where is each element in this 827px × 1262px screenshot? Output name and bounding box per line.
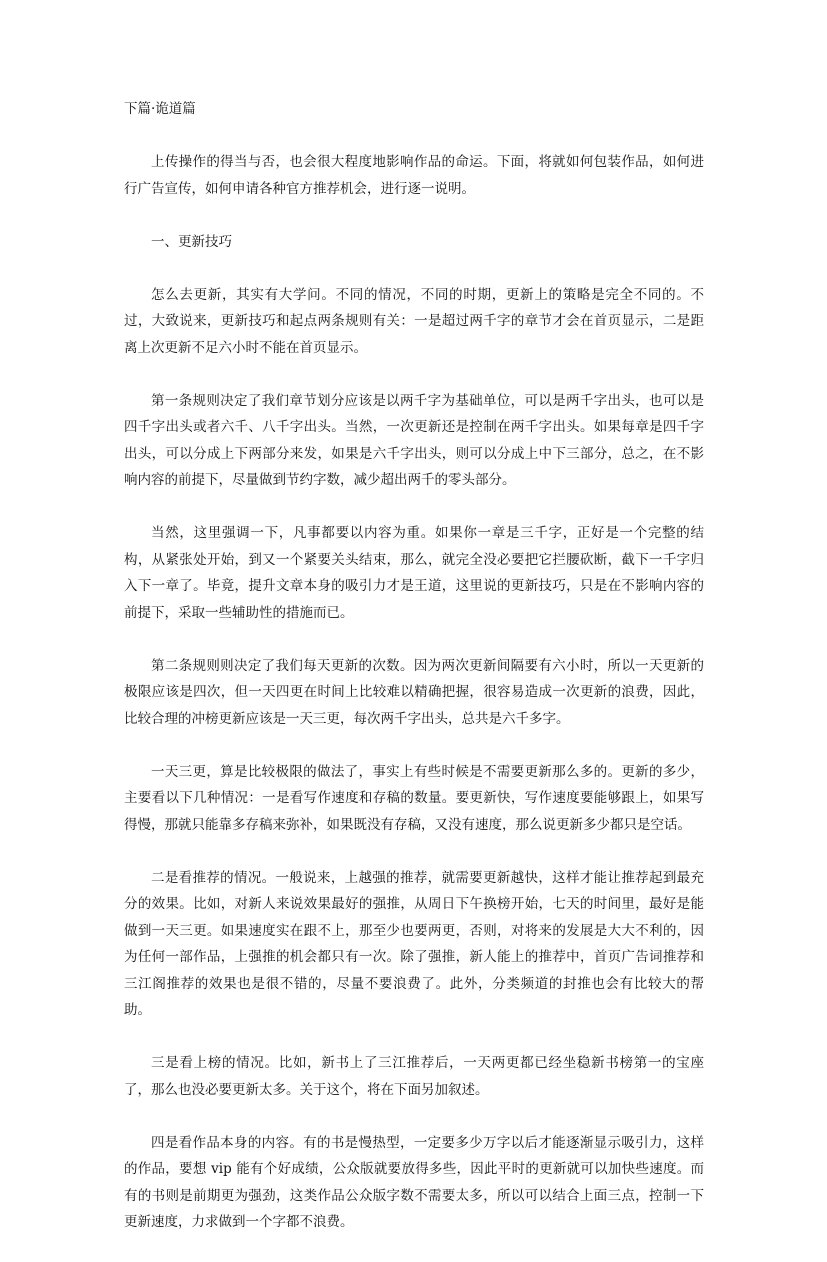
intro-paragraph: 上传操作的得当与否，也会很大程度地影响作品的命运。下面，将就如何包装作品，如何进行广告宣传，如何申请各种官方推荐机会，进行逐一说明。 xyxy=(124,154,704,197)
body-paragraph: 当然，这里强调一下，凡事都要以内容为重。如果你一章是三千字，正好是一个完整的结构，从紧张处开始，到又一个紧要关头结束，那么，就完全没必要把它拦腰砍断，截下一千字归入下一章了。毕竟，提升文章本身的吸引力才是王道，这里说的更新技巧，只是在不影响内容的前提下，采取一些辅助性的措施而已。 xyxy=(124,525,704,621)
body-paragraph: 四是看作品本身的内容。有的书是慢热型，一定要多少万字以后才能逐渐显示吸引力，这样的作品，要想 vip 能有个好成绩，公众版就要放得多些，因此平时的更新就可以加快些速度。而有的书则是前期更为强劲，这类作品公众版字数不需要太多，所以可以结合上面三点，控制一下更新速度，力求做到一个字都不浪费。 xyxy=(124,1134,704,1230)
body-paragraph: 三是看上榜的情况。比如，新书上了三江推荐后，一天两更都已经坐稳新书榜第一的宝座了，那么也没必要更新太多。关于这个，将在下面另加叙述。 xyxy=(124,1055,704,1098)
body-paragraph: 第一条规则决定了我们章节划分应该是以两千字为基础单位，可以是两千字出头，也可以是四千字出头或者六千、八千字出头。当然，一次更新还是控制在两千字出头。如果每章是四千字出头，可以分成上下两部分来发，如果是六千字出头，则可以分成上中下三部分，总之，在不影响内容的前提下，尽量做到节约字数，减少超出两千的零头部分。 xyxy=(124,392,704,488)
body-paragraph: 第二条规则则决定了我们每天更新的次数。因为两次更新间隔要有六小时，所以一天更新的极限应该是四次，但一天四更在时间上比较难以精确把握，很容易造成一次更新的浪费，因此，比较合理的冲榜更新应该是一天三更，每次两千字出头，总共是六千多字。 xyxy=(124,657,704,727)
body-paragraph: 怎么去更新，其实有大学问。不同的情况，不同的时期，更新上的策略是完全不同的。不过，大致说来，更新技巧和起点两条规则有关：一是超过两千字的章节才会在首页显示，二是距离上次更新不足六小时不能在首页显示。 xyxy=(124,286,704,356)
section-heading: 下篇·诡道篇 xyxy=(124,101,196,117)
subsection-title: 一、更新技巧 xyxy=(151,233,232,250)
document-page xyxy=(124,96,704,1262)
body-paragraph: 一天三更，算是比较极限的做法了，事实上有些时候是不需要更新那么多的。更新的多少，主要看以下几种情况：一是看写作速度和存稿的数量。要更新快，写作速度要能够跟上，如果写得慢，那就只能靠多存稿来弥补，如果既没有存稿，又没有速度，那么说更新多少都只是空话。 xyxy=(124,763,704,833)
body-paragraph: 二是看推荐的情况。一般说来，上越强的推荐，就需要更新越快，这样才能让推荐起到最充分的效果。比如，对新人来说效果最好的强推，从周日下午换榜开始，七天的时间里，最好是能做到一天三更。如果速度实在跟不上，那至少也要两更，否则，对将来的发展是大大不利的，因为任何一部作品，上强推的机会都只有一次。除了强推，新人能上的推荐中，首页广告词推荐和三江阁推荐的效果也是很不错的，尽量不要浪费了。此外，分类频道的封推也会有比较大的帮助。 xyxy=(124,869,704,1018)
